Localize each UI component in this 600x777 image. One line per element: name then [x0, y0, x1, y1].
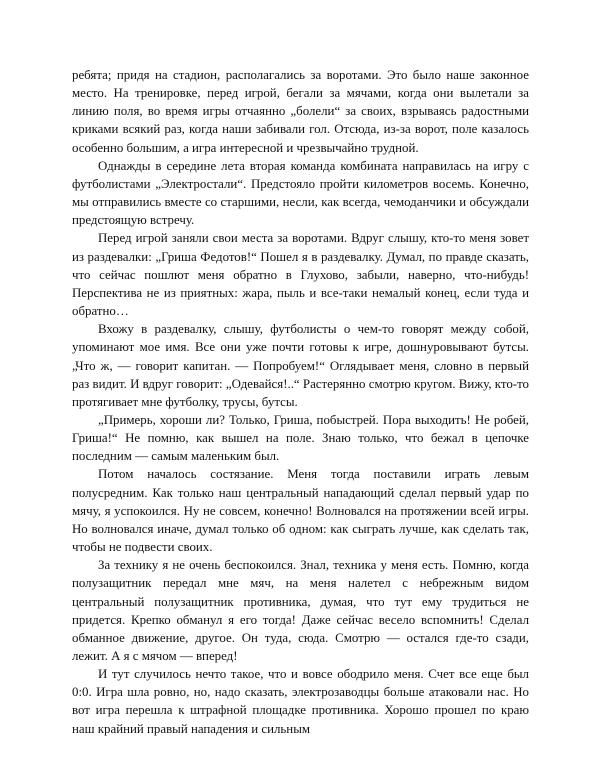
paragraph-3: Перед игрой заняли свои места за воротами. Вдруг слышу, кто-то меня зовет из раздевалки: „Гриша Федотов!“ Пошел я в раздевалку. Думал, по правде сказать, что сейчас пошлют меня обратно в Глухово, забыли, наверно, что-нибудь! Перспектива не из приятных: жара, пыль и все-таки немалый конец, если туда и обратно… — [72, 231, 529, 319]
paragraph-4: Вхожу в раздевалку, слышу, футболисты о чем-то говорят между собой, упоминают мое имя. Все они уже почти готовы к игре, дошнуровывают бутсы. „Что ж, — говорит капитан. — Попробуем!“ Оглядывает меня, словно в первый раз видит. И вдруг говорит: „Одевайся!..“ Растерянно смотрю кругом. Вижу, кто-то протягивает мне футболку, трусы, бутсы. — [72, 322, 529, 409]
paragraph-2: Однажды в середине лета вторая команда комбината направилась на игру с футболистами „Электростали“. Предстояло пройти километров восемь. Конечно, мы отправились вместе со старшими, несли, как всегда, чемоданчики и обсуждали предстоящую встречу. — [72, 158, 529, 228]
paragraph-5: „Примерь, хороши ли? Только, Гриша, побыстрей. Пора выходить! Не робей, Гриша!“ Не помню, как вышел на поле. Знаю только, что бежал в цепочке последним — самым маленьким был. — [72, 412, 529, 464]
document-page — [72, 66, 529, 738]
paragraph-6: Потом началось состязание. Меня тогда поставили играть левым полусредним. Как только наш центральный нападающий сделал первый удар по мячу, я успокоился. Ну не совсем, конечно! Волновался на протяжении всей игры. Но волновался иначе, думал только об одном: как сыграть лучше, как сделать так, чтобы не подвести своих. — [72, 467, 529, 555]
paragraph-7: За технику я не очень беспокоился. Знал, техника у меня есть. Помню, когда полузащитник передал мне мяч, на меня налетел с небрежным видом центральный полузащитник противника, думая, что тут ему трудиться не придется. Крепко обманул я его тогда! Даже сейчас весело вспомнить! Сделал обманное движение, другое. Он туда, сюда. Смотрю — остался где-то сзади, лежит. А я с мячом — вперед! — [72, 558, 529, 663]
paragraph-1: ребята; придя на стадион, располагались за воротами. Это было наше законное место. На тренировке, перед игрой, бегали за мячами, когда они вылетали за линию поля, во время игры отчаянно „болели“ за своих, взрываясь радостными криками всякий раз, когда наши забивали гол. Отсюда, из-за ворот, поле казалось особенно большим, а игра интересной и чрезвычайно трудной. — [72, 68, 529, 155]
paragraph-8: И тут случилось нечто такое, что и вовсе ободрило меня. Счет все еще был 0:0. Игра шла ровно, но, надо сказать, электрозаводцы больше атаковали нас. Но вот игра перешла к штрафной площадке противника. Хорошо прошел по краю наш крайний правый нападения и сильным — [72, 667, 529, 736]
